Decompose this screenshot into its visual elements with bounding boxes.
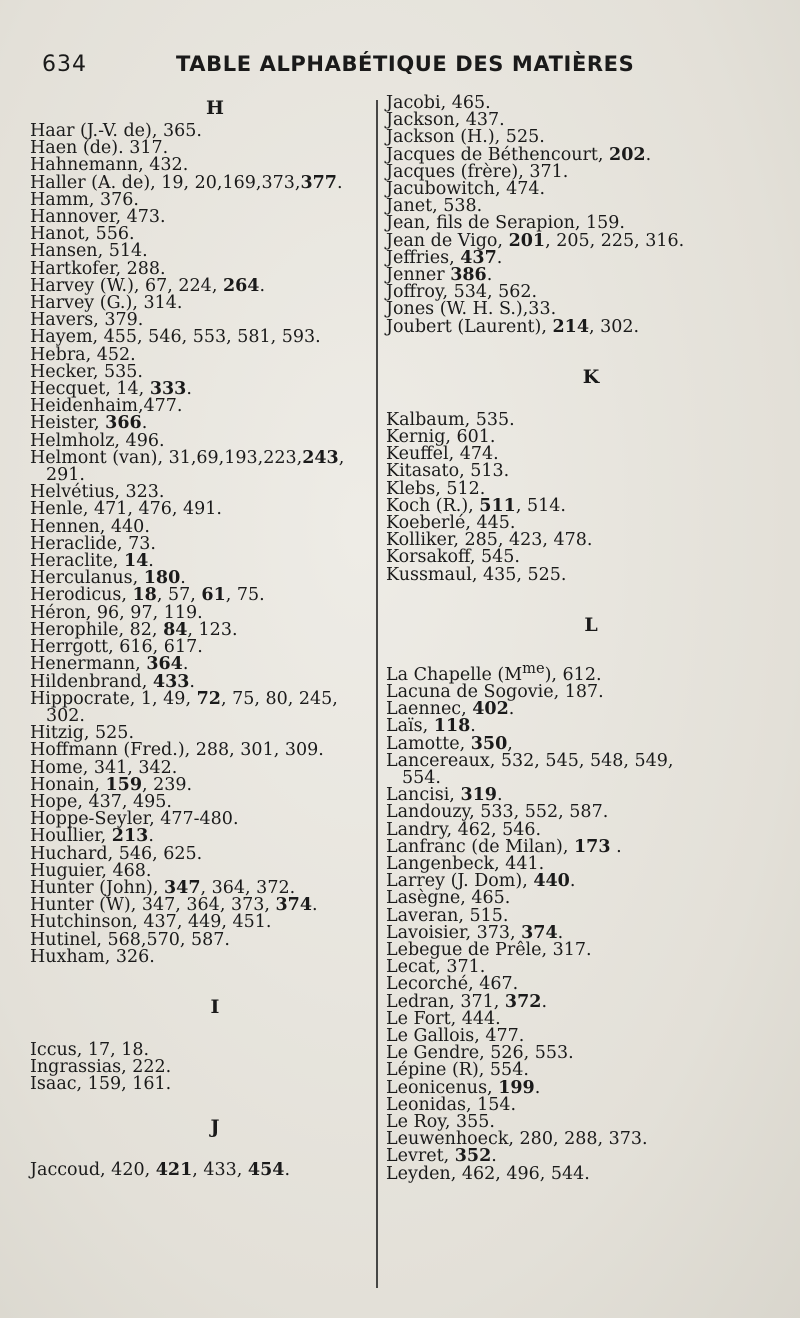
index-entry: Heidenhaim,477.	[30, 396, 183, 417]
index-entry: Houllier, 213.	[30, 826, 154, 847]
index-entry: Hartkofer, 288.	[30, 258, 166, 279]
index-entry: Leonidas, 154.	[386, 1094, 517, 1115]
index-entry: Henermann, 364.	[30, 654, 189, 675]
column-divider	[376, 100, 378, 1288]
index-entry: Kalbaum, 535.	[386, 409, 515, 430]
section-l-entries	[386, 660, 786, 1183]
index-entry: Hecquet, 14, 333.	[30, 379, 192, 400]
index-entry: Heraclide, 73.	[30, 533, 156, 554]
index-entry: Hansen, 514.	[30, 241, 148, 262]
index-entry: Herophile, 82, 84, 123.	[30, 619, 238, 640]
index-entry: Harvey (W.), 67, 224, 264.	[30, 275, 266, 296]
index-entry: Herculanus, 180.	[30, 568, 186, 589]
index-entry: Hecker, 535.	[30, 361, 143, 382]
index-entry: Helvétius, 323.	[30, 482, 165, 503]
index-entry: La Chapelle $(M^{me})$, 612.	[386, 659, 602, 685]
index-entry: Koeberlé, 445.	[386, 513, 516, 534]
index-entry: Keuffel, 474.	[386, 444, 499, 465]
index-entry: Héron, 96, 97, 119.	[30, 602, 203, 623]
index-entry: Koch (R.), 511, 514.	[386, 495, 566, 516]
index-entry: Landouzy, 533, 552, 587.	[386, 802, 609, 823]
index-entry: Joffroy, 534, 562.	[386, 282, 538, 303]
right-column	[386, 95, 786, 1183]
index-entry: Jacques de Béthencourt, 202.	[386, 144, 652, 165]
running-title: TABLE ALPHABÉTIQUE DES MATIÈRES	[176, 52, 635, 76]
index-entry: Jean, fils de Serapion, 159.	[386, 213, 625, 234]
index-entry: Harvey (G.), 314.	[30, 293, 183, 314]
index-entry: Honain, 159, 239.	[30, 774, 193, 795]
index-entry: Jeffries, 437.	[386, 247, 503, 268]
index-entry: Herodicus, 18, 57, 61, 75.	[30, 585, 265, 606]
index-entry: Laveran, 515.	[386, 905, 509, 926]
section-letter-i: I	[210, 995, 220, 1018]
index-entry: Leuwenhoeck, 280, 288, 373.	[386, 1129, 648, 1150]
index-entry: Hannover, 473.	[30, 207, 166, 228]
index-entry: Jean de Vigo, 201, 205, 225, 316.	[386, 230, 685, 251]
section-k-entries	[386, 409, 786, 585]
section-letter-l: L	[584, 613, 598, 636]
section-letter-h: H	[206, 97, 224, 119]
index-entry: Hope, 437, 495.	[30, 791, 172, 812]
index-entry: Korsakoff, 545.	[386, 547, 520, 568]
index-entry: Ingrassias, 222.	[30, 1057, 172, 1078]
index-entry: Ledran, 371, 372.	[386, 991, 548, 1012]
index-entry: Jackson, 437.	[386, 110, 505, 131]
index-entry: Herrgott, 616, 617.	[30, 637, 203, 658]
index-entry: Hutchinson, 437, 449, 451.	[30, 912, 272, 933]
index-entry: Janet, 538.	[386, 196, 483, 217]
index-entry: Huxham, 326.	[30, 946, 155, 967]
index-entry: Le Fort, 444.	[386, 1008, 501, 1029]
section-h-entries	[30, 123, 375, 966]
section-j-entries-right	[386, 95, 786, 336]
left-column	[30, 95, 375, 1179]
index-entry: Iccus, 17, 18.	[30, 1039, 150, 1060]
index-entry: Isaac, 159, 161.	[30, 1074, 172, 1095]
index-entry: Jacques (frère), 371.	[386, 161, 569, 182]
index-entry: Heraclite, 14.	[30, 551, 154, 572]
index-entry: Hitzig, 525.	[30, 723, 135, 744]
index-entry: Haen (de). 317.	[30, 138, 169, 159]
index-entry: Lacuna de Sogovie, 187.	[386, 681, 604, 702]
index-entry: Laennec, 402.	[386, 699, 515, 720]
index-entry: Klebs, 512.	[386, 478, 486, 499]
index-entry: Lancisi, 319.	[386, 785, 503, 806]
index-entry: Le Gallois, 477.	[386, 1025, 525, 1046]
index-entry: Hoppe-Seyler, 477-480.	[30, 809, 239, 830]
index-entry: Haller (A. de), 19, 20,169,373,377.	[30, 172, 343, 193]
index-entry: Lavoisier, 373, 374.	[386, 922, 564, 943]
index-entry: Hebra, 452.	[30, 344, 136, 365]
index-entry: Jenner 386.	[386, 265, 493, 286]
index-entry: Hippocrate, 1, 49, 72, 75, 80, 245, 302.	[30, 688, 338, 726]
index-entry: Henle, 471, 476, 491.	[30, 499, 222, 520]
index-entry: Huguier, 468.	[30, 860, 152, 881]
index-entry: Helmont (van), 31,69,193,223,243, 291.	[30, 447, 345, 486]
index-entry: Hayem, 455, 546, 553, 581, 593.	[30, 327, 321, 348]
index-entry: Lépine (R), 554.	[386, 1060, 529, 1081]
section-i-entries	[30, 1039, 375, 1095]
index-entry: Lamotte, 350,	[386, 733, 513, 754]
index-entry: Leonicenus, 199.	[386, 1077, 541, 1098]
section-j-entries-left	[30, 1159, 375, 1180]
index-entry: Hamm, 376.	[30, 189, 139, 210]
index-entry: Hennen, 440.	[30, 516, 150, 537]
index-entry: Landry, 462, 546.	[386, 819, 542, 840]
index-entry: Kolliker, 285, 423, 478.	[386, 530, 593, 551]
index-entry: Kitasato, 513.	[386, 461, 510, 482]
index-entry: Hunter (W), 347, 364, 373, 374.	[30, 895, 318, 916]
index-entry: Hahnemann, 432.	[30, 155, 189, 176]
page-number: 634	[42, 52, 87, 77]
index-entry: Helmholz, 496.	[30, 430, 165, 451]
index-entry: Joubert (Laurent), 214, 302.	[386, 316, 640, 337]
index-entry: Leyden, 462, 496, 544.	[386, 1163, 590, 1184]
page-header	[0, 46, 800, 86]
index-entry: Jackson (H.), 525.	[386, 127, 545, 148]
index-entry: Laïs, 118.	[386, 716, 476, 737]
index-entry: Haar (J.-V. de), 365.	[30, 121, 202, 141]
index-entry: Le Roy, 355.	[386, 1111, 495, 1132]
index-entry: Hunter (John), 347, 364, 372.	[30, 877, 296, 898]
index-entry: Heister, 366.	[30, 413, 148, 434]
index-entry: Jones (W. H. S.),33.	[386, 299, 557, 320]
index-entry: Home, 341, 342.	[30, 757, 178, 778]
section-letter-j: J	[210, 1115, 220, 1138]
index-entry: Le Gendre, 526, 553.	[386, 1043, 574, 1064]
index-entry: Hildenbrand, 433.	[30, 671, 195, 692]
index-entry: Levret, 352.	[386, 1146, 497, 1167]
section-letter-k: K	[582, 365, 600, 388]
index-entry: Lebegue de Prêle, 317.	[386, 939, 592, 960]
index-entry: Larrey (J. Dom), 440.	[386, 871, 576, 892]
index-entry: Huchard, 546, 625.	[30, 843, 203, 864]
index-entry: Lanfranc (de Milan), 173 .	[386, 836, 622, 857]
index-entry: Hutinel, 568,570, 587.	[30, 929, 230, 950]
index-entry: Lasègne, 465.	[386, 888, 511, 909]
index-entry: Kernig, 601.	[386, 427, 496, 448]
index-entry: Hanot, 556.	[30, 224, 135, 245]
index-entry: Hoffmann (Fred.), 288, 301, 309.	[30, 740, 324, 761]
index-entry: Jacubowitch, 474.	[386, 179, 546, 200]
index-entry: Lecat, 371.	[386, 957, 486, 978]
index-entry: Jacobi, 465.	[386, 93, 491, 113]
index-entry: Jaccoud, 420, 421, 433, 454.	[30, 1159, 291, 1180]
index-entry: Langenbeck, 441.	[386, 853, 545, 874]
index-entry: Havers, 379.	[30, 310, 144, 331]
index-entry: Lancereaux, 532, 545, 548, 549, 554.	[386, 750, 674, 788]
index-entry: Kussmaul, 435, 525.	[386, 564, 567, 585]
index-entry: Lecorché, 467.	[386, 974, 519, 995]
